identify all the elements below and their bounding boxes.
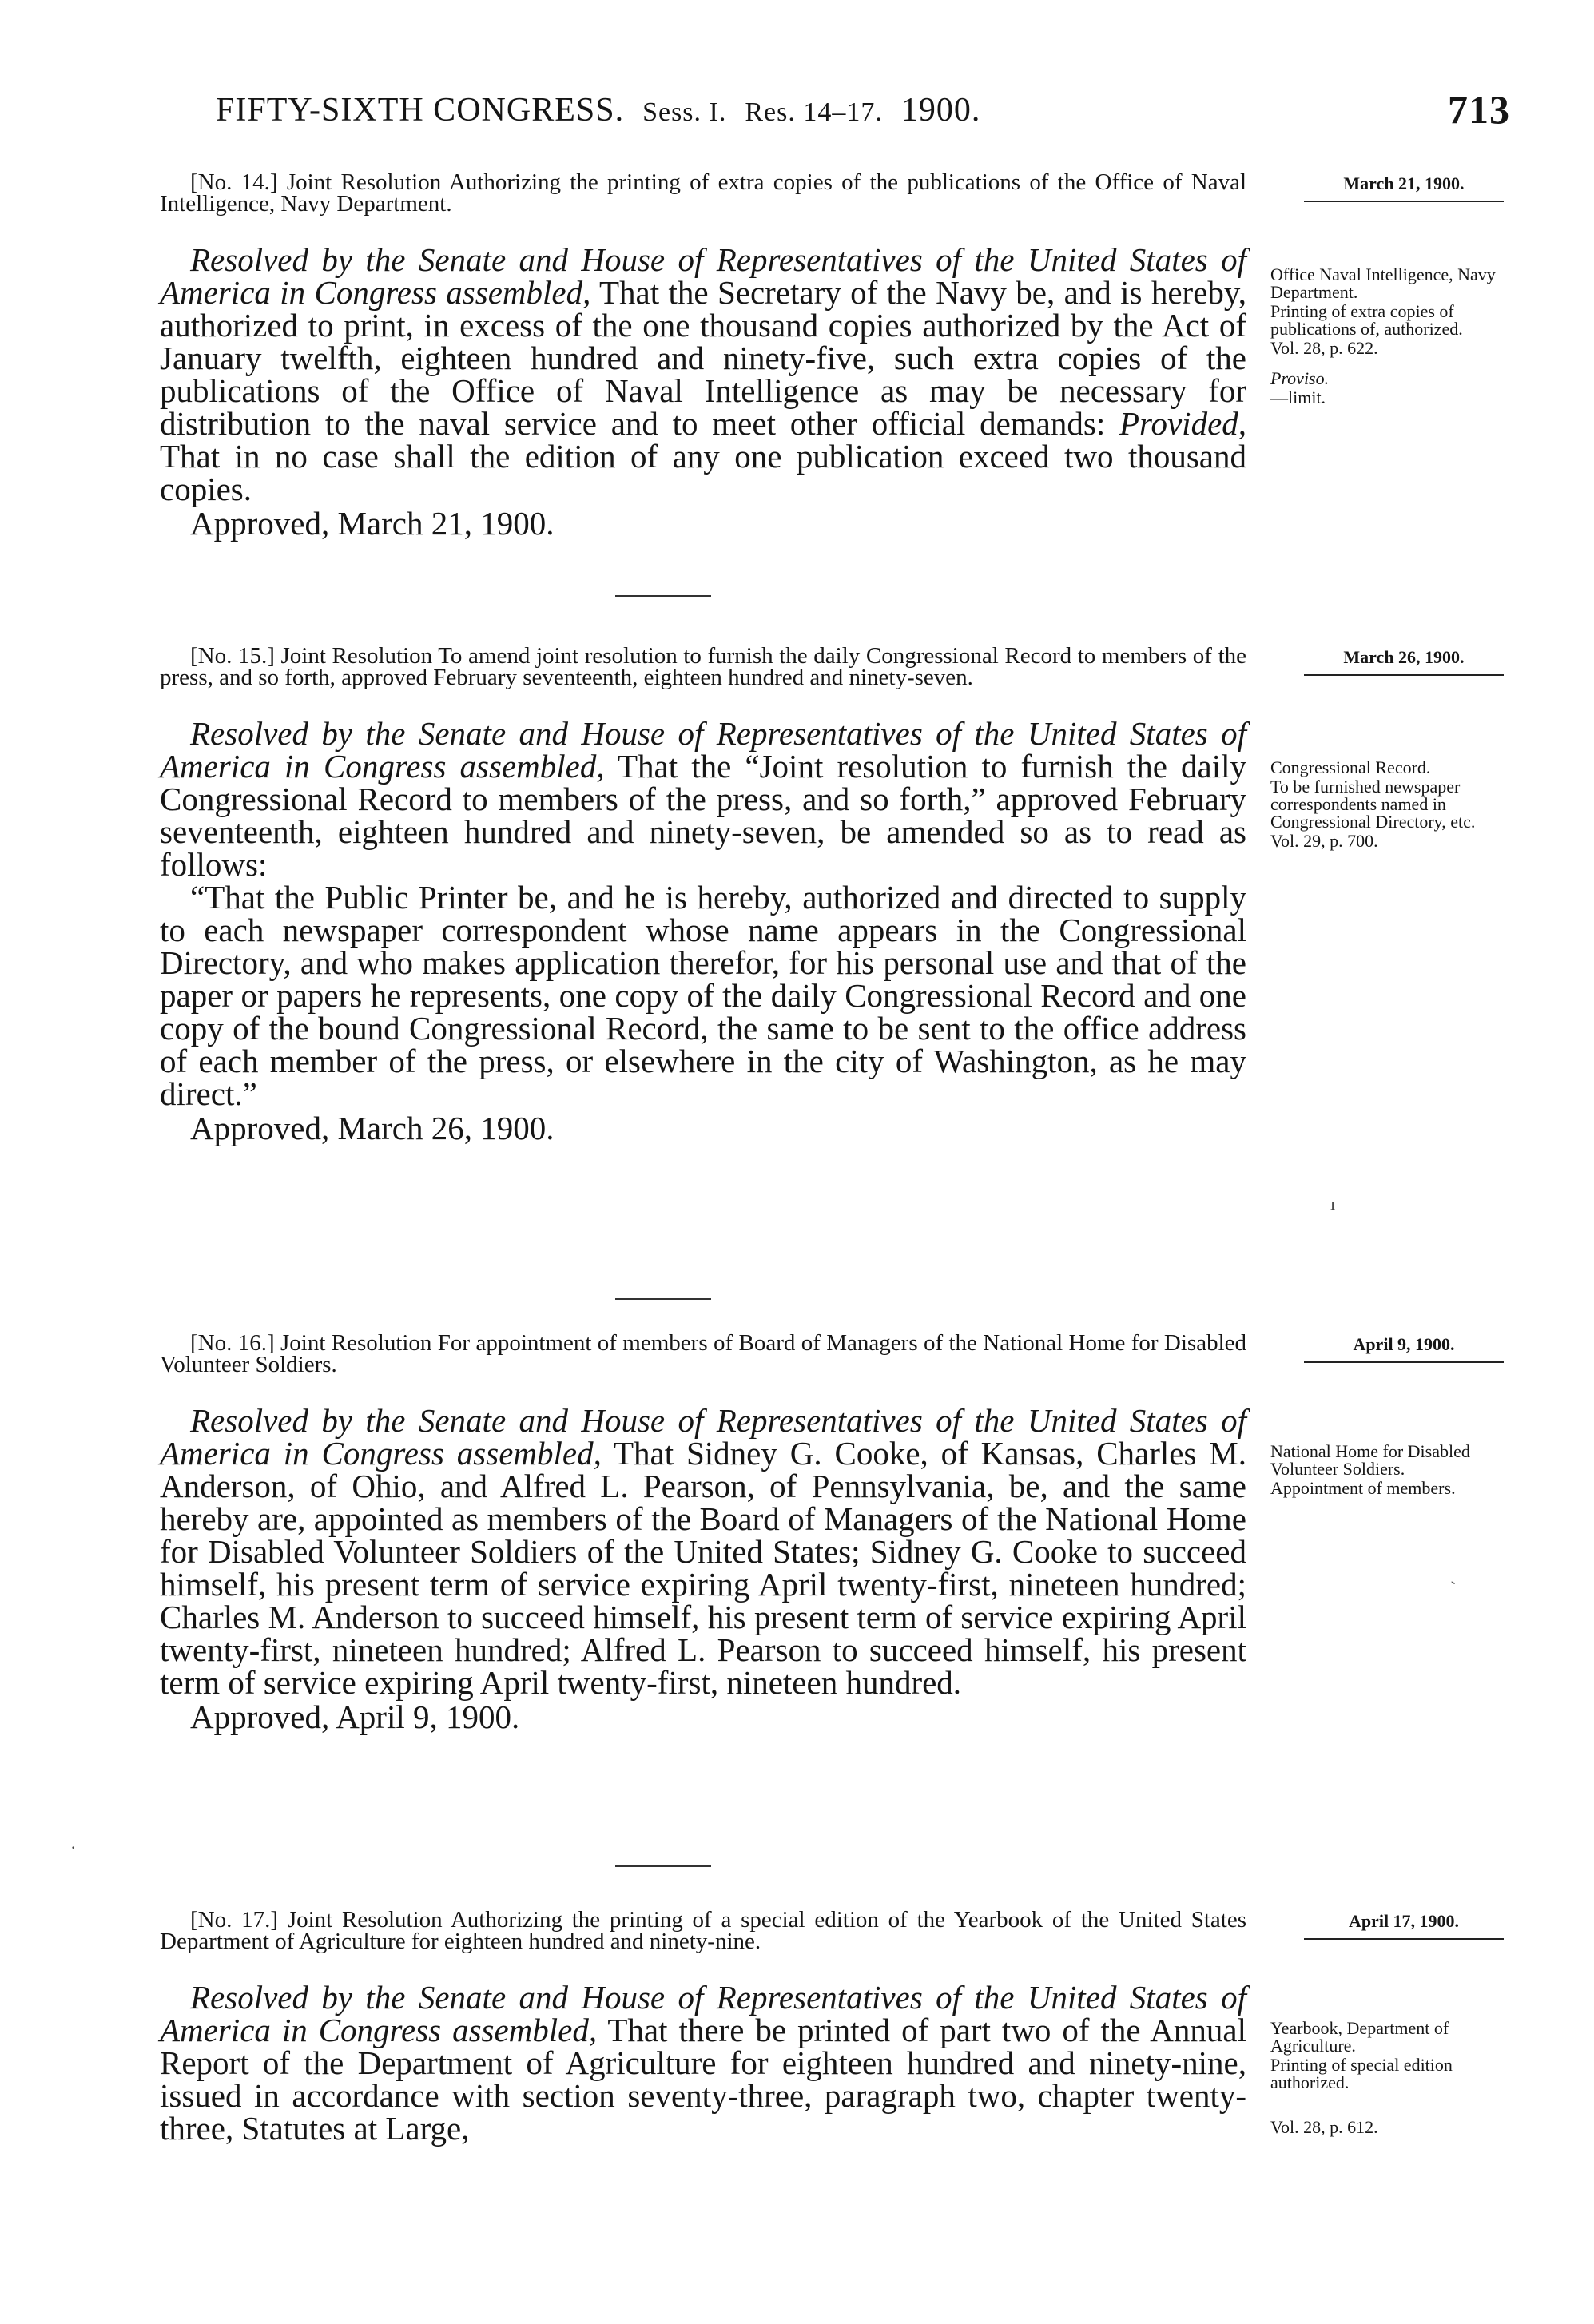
margin-note: Congressional Record. — [1270, 757, 1431, 777]
enacting-paragraph — [160, 1404, 1246, 1699]
resolution-date: March 21, 1900. — [1304, 173, 1504, 202]
resolution-body — [160, 1981, 1246, 2145]
margin-note: National Home for Disabled Volunteer Soldiers. — [1270, 1441, 1470, 1479]
marginal-notes — [1270, 759, 1518, 852]
print-mark: · — [70, 1837, 77, 1857]
section-divider — [615, 1298, 711, 1300]
resolution-date: March 26, 1900. — [1304, 647, 1504, 676]
resolution-14 — [160, 169, 1518, 542]
resolution-title-block — [160, 169, 1518, 217]
resolution-title — [160, 643, 1246, 690]
margin-note-proviso: Proviso. — [1270, 368, 1330, 388]
resolution-title — [160, 1909, 1246, 1953]
amended-text: “That the Public Printer be, and he is hereby, authorized and directed to supply to each newspaper correspondent whose name appears in the Congressional Directory, and who makes application therefor, for his personal use and that of the paper or papers he represents, one copy of the daily Congressional Record and one copy of the bound Congressional Record, the same to be sent to the office address of each member of the press, or elsewhere in the city of Washington, as he may direct.” — [160, 879, 1246, 1112]
enacting-paragraph — [160, 717, 1246, 881]
proviso-word: Provided, — [1119, 405, 1247, 442]
enacting-paragraph — [160, 1981, 1246, 2145]
margin-note: Office Naval Intelligence, Navy Department. — [1270, 264, 1496, 302]
margin-note: —limit. — [1270, 387, 1326, 407]
session-label: Sess. I. — [642, 97, 727, 127]
header-year: 1900. — [900, 92, 981, 129]
margin-note: Printing of extra copies of publications of, authorized. — [1270, 301, 1463, 339]
enacting-paragraph — [160, 241, 1247, 507]
resolution-15 — [160, 643, 1518, 1146]
margin-reference: Vol. 28, p. 622. — [1270, 338, 1378, 358]
resolution-title-block — [160, 1909, 1518, 1953]
margin-note: Printing of special edition authorized. — [1270, 2055, 1453, 2092]
approval-line: Approved, April 9, 1900. — [190, 1698, 520, 1735]
margin-reference: Vol. 29, p. 700. — [1270, 831, 1378, 851]
resolution-title-text: Joint Resolution Authorizing the printing of a special edition of the Yearbook of the United States Department of Agriculture for eighteen hundred and ninety-nine. — [160, 1907, 1247, 1954]
margin-note: Yearbook, Department of Agriculture. — [1270, 2018, 1449, 2056]
resolution-date: April 17, 1900. — [1304, 1911, 1504, 1940]
resolution-title-block — [160, 643, 1518, 690]
print-mark: ı — [1330, 1194, 1336, 1214]
resolution-body — [160, 241, 1247, 542]
enacting-clause: Resolved by the Senate and House of Representatives of the United States of America in Congress assembled, — [160, 1979, 1246, 2048]
resolution-body — [160, 717, 1246, 1145]
marginal-notes — [1270, 266, 1518, 408]
resolution-title — [160, 1330, 1247, 1377]
marginal-notes — [1270, 2020, 1518, 2138]
resolution-17 — [160, 1909, 1518, 2145]
section-divider — [615, 1865, 711, 1867]
resolution-title-text: Joint Resolution Authorizing the printing of extra copies of the publications of the Office of Naval Intelligence, Navy Department. — [160, 169, 1247, 217]
resolution-title-text: Joint Resolution For appointment of members of Board of Managers of the National Home for Disabled Volunteer Soldiers. — [160, 1330, 1247, 1377]
margin-reference: Vol. 28, p. 612. — [1270, 2117, 1378, 2137]
print-mark: ˋ — [1450, 1578, 1457, 1598]
resolution-text: That the “Joint resolution to furnish the daily Congressional Record to members of the press, and so forth,” approved February seventeenth, eighteen hundred and ninety-seven, be amended so as to read as follows: — [160, 748, 1246, 883]
enacting-clause: Resolved by the Senate and House of Representatives of the United States of America in Congress assembled, — [160, 241, 1246, 311]
resolution-body-block — [160, 1981, 1518, 2145]
page-number: 713 — [1448, 87, 1510, 132]
resolution-16 — [160, 1330, 1518, 1735]
resolution-body-block — [160, 1404, 1518, 1734]
margin-note: Appointment of members. — [1270, 1478, 1456, 1498]
resolution-body-block — [160, 717, 1518, 1145]
resolution-title-text: Joint Resolution To amend joint resolution to furnish the daily Congressional Record to members of the press, and so forth, approved February seventeenth, eighteen hundred and ninety-seven. — [160, 643, 1246, 690]
resolution-text: That Sidney G. Cooke, of Kansas, Charles M. Anderson, of Ohio, and Alfred L. Pearson, of Pennsylvania, be, and the same hereby are, appointed as members of the Board of Managers of the National Home for Disabled Volunteer Soldiers of the United States; Sidney G. Cooke to succeed himself, his present term of service expiring April twenty-first, nineteen hundred; Charles M. Anderson to succeed himself, his present term of service expiring April twenty-first, nineteen hundred; Alfred L. Pearson to succeed himself, his present term of service expiring April twenty-first, nineteen hundred. — [160, 1435, 1247, 1701]
resolution-number: [No. 15.] — [190, 643, 275, 669]
resolution-date: April 9, 1900. — [1304, 1334, 1504, 1363]
resolution-number: [No. 14.] — [190, 169, 278, 195]
marginal-notes — [1270, 1443, 1518, 1499]
enacting-clause: Resolved by the Senate and House of Representatives of the United States of America in Congress assembled, — [160, 715, 1246, 785]
running-head — [216, 86, 1510, 134]
resolution-title-block — [160, 1330, 1518, 1377]
resolution-body-block — [160, 241, 1518, 542]
margin-note: To be furnished newspaper correspondents named in Congressional Directory, etc. — [1270, 777, 1476, 832]
resolution-text: That the Secretary of the Navy be, and is hereby, authorized to print, in excess of the one thousand copies authorized by the Act of January twelfth, eighteen hundred and ninety-five, such extra copies of the publications of the Office of Naval Intelligence as may be necessary for distribution to the naval service and to meet other official demands: — [160, 274, 1246, 442]
running-head-text — [216, 91, 980, 129]
resolution-text: That there be printed of part two of the Annual Report of the Department of Agriculture for eighteen hundred and ninety-nine, issued in accordance with section seventy-three, paragraph two, chapter twenty-three, Statutes at Large, — [160, 2012, 1247, 2147]
enacting-clause: Resolved by the Senate and House of Representatives of the United States of America in Congress assembled, — [160, 1402, 1246, 1472]
resolution-title — [160, 169, 1247, 217]
section-divider — [615, 595, 711, 597]
resolution-number: [No. 17.] — [190, 1907, 279, 1933]
resolution-range: Res. 14–17. — [745, 97, 883, 127]
congress-name: FIFTY-SIXTH CONGRESS. — [216, 92, 625, 129]
resolution-number: [No. 16.] — [190, 1330, 275, 1356]
resolution-body — [160, 1404, 1246, 1734]
proviso-text: That in no case shall the edition of any one publication exceed two thousand copies. — [160, 438, 1246, 507]
approval-line: Approved, March 26, 1900. — [190, 1110, 555, 1146]
approval-line: Approved, March 21, 1900. — [190, 505, 555, 542]
